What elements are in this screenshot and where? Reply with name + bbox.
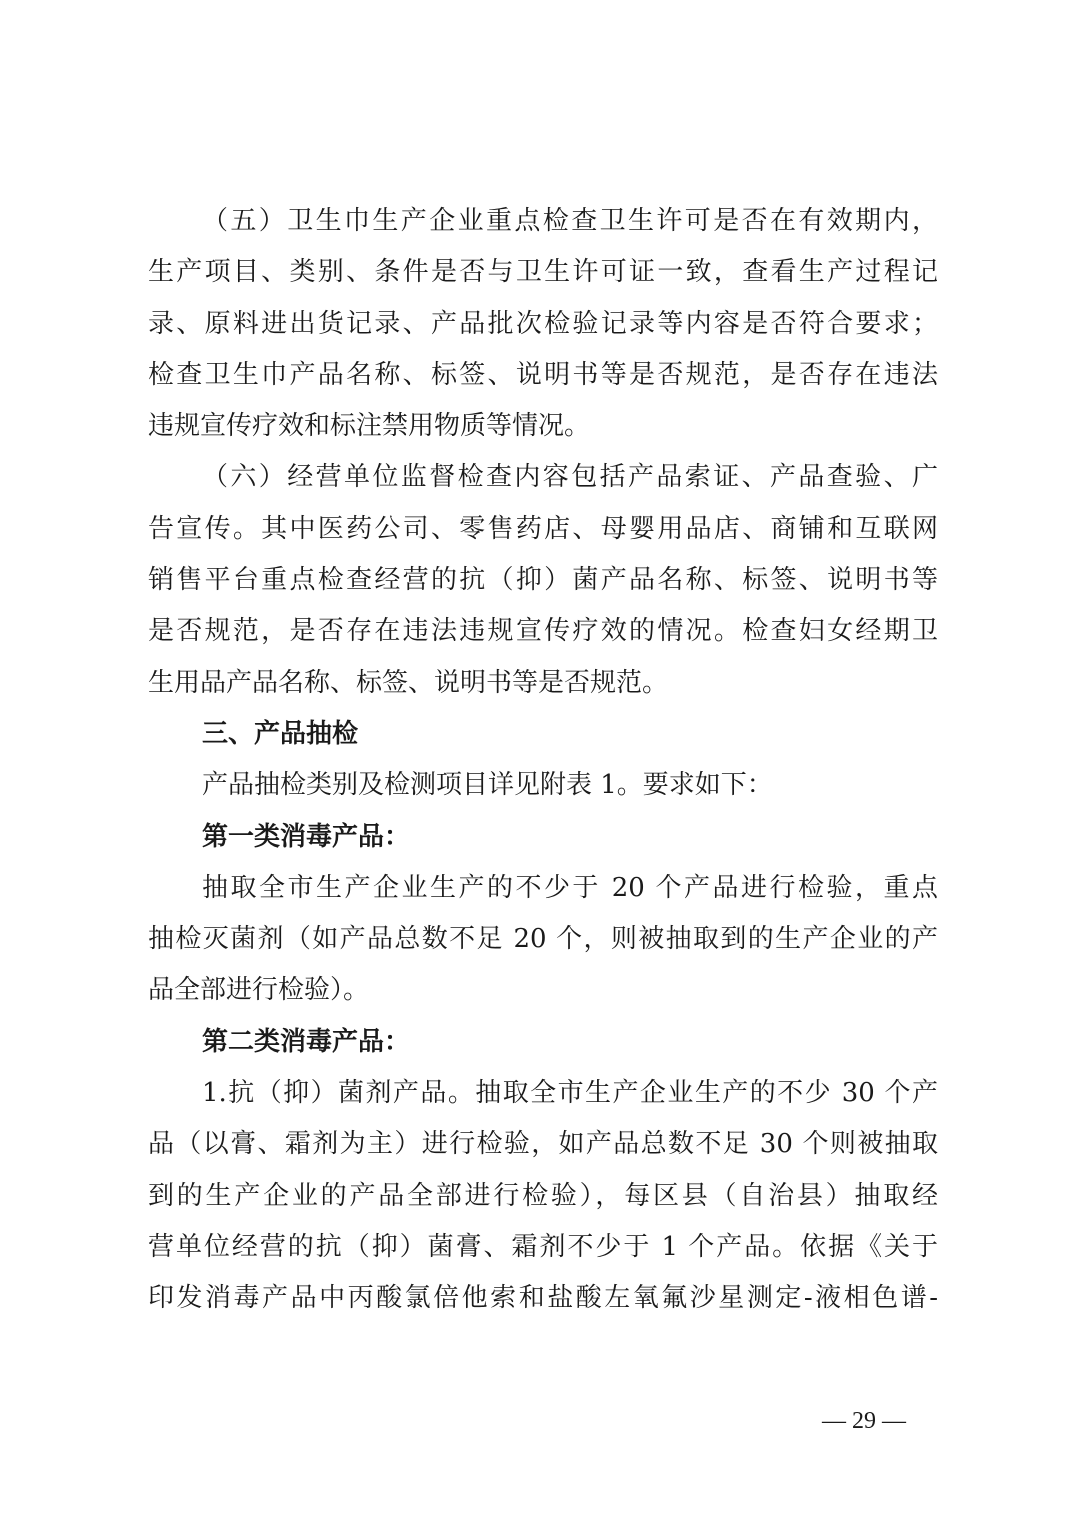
text-line: （六）经营单位监督检查内容包括产品索证、产品查验、广 [202,462,938,493]
text-line: 销售平台重点检查经营的抗（抑）菌产品名称、标签、说明书等 [148,565,938,596]
text-line: （五）卫生巾生产企业重点检查卫生许可是否在有效期内， [202,206,938,236]
text-line: 营单位经营的抗（抑）菌膏、霜剂不少于 1 个产品。依据《关于 [148,1231,938,1262]
text-line: 告宣传。其中医药公司、零售药店、母婴用品店、商铺和互联网 [148,513,938,544]
document-body [148,196,938,1325]
text-line: 是否规范，是否存在违法违规宣传疗效的情况。检查妇女经期卫 [148,616,938,647]
text-line: 产品抽检类别及检测项目详见附表 1。要求如下： [202,770,773,801]
text-line: 1.抗（抑）菌剂产品。抽取全市生产企业生产的不少 30 个产 [202,1078,938,1109]
text-line: 录、原料进出货记录、产品批次检验记录等内容是否符合要求； [148,308,938,339]
text-line: 印发消毒产品中丙酸氯倍他索和盐酸左氧氟沙星测定-液相色谱- [148,1283,938,1314]
text-line: 生用品产品名称、标签、说明书等是否规范。 [148,667,669,698]
text-line: 品全部进行检验）。 [148,975,370,1006]
text-line: 品（以膏、霜剂为主）进行检验，如产品总数不足 30 个则被抽取 [148,1129,938,1160]
subsection-label: 第二类消毒产品： [202,1026,411,1057]
subsection-label: 第一类消毒产品： [202,821,411,852]
text-line: 抽取全市生产企业生产的不少于 20 个产品进行检验，重点 [202,872,938,903]
text-line: 检查卫生巾产品名称、标签、说明书等是否规范，是否存在违法 [148,359,938,390]
section-heading: 三、产品抽检 [202,718,359,749]
text-line: 抽检灭菌剂（如产品总数不足 20 个，则被抽取到的生产企业的产 [148,924,938,955]
text-line: 生产项目、类别、条件是否与卫生许可证一致，查看生产过程记 [148,257,938,288]
text-line: 违规宣传疗效和标注禁用物质等情况。 [148,411,591,442]
text-line: 到的生产企业的产品全部进行检验），每区县（自治县）抽取经 [148,1180,938,1211]
page-number: — 29 — [822,1408,906,1434]
